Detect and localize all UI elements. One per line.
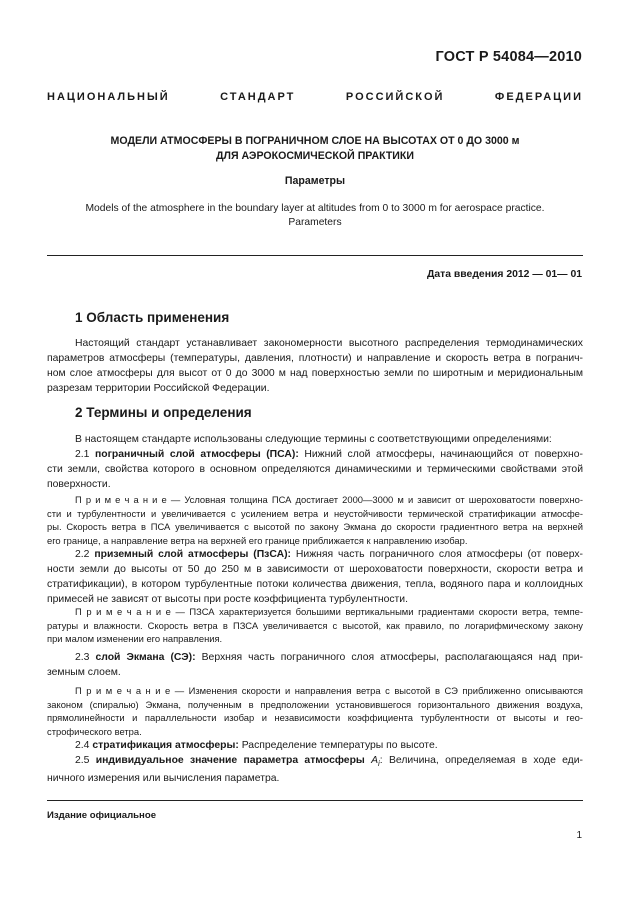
term-line: стратификации), в котором турбулентные потоки количества движения, тепла, водяного пара и коллоидных [47, 579, 583, 590]
term-line [47, 547, 583, 562]
note-line: ры. Скорость ветра в ПСА увеличивается с высотой по закону Экмана до скорости градиентного ветра на верхней [47, 521, 583, 532]
paragraph-line: ном слое атмосферы для высот от 0 до 3000 м над поверхностью земли по широтным и меридиональным [47, 368, 583, 379]
note-label: П р и м е ч а н и е [75, 685, 171, 696]
note-line: строфического ветра. [47, 725, 142, 737]
note-line: прямолинейности и параллельности изобар и независимости коэффициента турбулентности от высоты и гео- [47, 712, 583, 723]
paragraph-line: Настоящий стандарт устанавливает закономерности высотного распределения термодинамических [75, 338, 583, 349]
term-line [47, 650, 583, 665]
note-text: — ПЗСА характеризуется большими вертикальными градиентами скорости ветра, темпе- [170, 606, 583, 617]
document-subtitle: Параметры [284, 175, 346, 187]
term-line: ничного измерения или вычисления параметра. [47, 773, 280, 785]
term-definition: Распределение температуры по высоте. [241, 740, 438, 751]
english-title [40, 202, 590, 230]
term-line [47, 447, 583, 462]
term-2-5 [47, 753, 583, 786]
note-1 [47, 493, 583, 547]
term-definition: Нижняя часть пограничного слоя атмосферы (от поверх- [295, 549, 584, 560]
term-number: 2.1 [75, 449, 90, 460]
paragraph-line: В настоящем стандарте использованы следующие термины с соответствующими определениями: [75, 434, 552, 445]
note-text: — Условная толщина ПСА достигает 2000—3000 м и зависит от шероховатости поверхно- [166, 494, 583, 505]
term-name: индивидуальное значение параметра атмосферы [95, 755, 365, 766]
term-definition: Нижний слой атмосферы, начинающийся от поверхно- [304, 449, 583, 460]
page-number: 1 [576, 830, 582, 841]
term-2-2 [47, 547, 583, 607]
term-line: земным слоем. [47, 667, 121, 678]
title-line-2: ДЛЯ АЭРОКОСМИЧЕСКОЙ ПРАКТИКИ [215, 150, 414, 162]
note-line [47, 493, 583, 507]
english-title-line-1: Models of the atmosphere in the boundary layer at altitudes from 0 to 3000 m for aerospace practice. [85, 203, 545, 214]
term-name: слой Экмана (СЭ): [95, 652, 196, 663]
section-2-intro [47, 432, 583, 447]
note-line [47, 605, 583, 619]
term-line: примесей не зависят от высоты при росте коэффициента турбулентности. [47, 594, 409, 605]
paragraph-line: параметров атмосферы (температуры, давления, плотности) и направление и скорость ветра в погранич- [47, 353, 583, 364]
title-divider [47, 255, 583, 256]
term-line [47, 738, 583, 753]
note-line: сти и турбулентности и увеличивается с усилением ветра и неустойчивости термической стратификации атмосфе- [47, 507, 583, 519]
term-2-4 [47, 738, 583, 753]
term-2-1 [47, 447, 583, 492]
national-standard-heading: НАЦИОНАЛЬНЫЙ СТАНДАРТ РОССИЙСКОЙ ФЕДЕРАЦИИ [47, 91, 583, 103]
parameter-subscript: i [378, 759, 380, 769]
section-1-heading: 1 Область применения [75, 310, 230, 325]
parameter-symbol: A [371, 755, 379, 766]
term-2-3 [47, 650, 583, 680]
note-3 [47, 684, 583, 738]
note-2 [47, 605, 583, 646]
term-name: стратификация атмосферы: [92, 740, 239, 751]
section-2-heading: 2 Термины и определения [75, 405, 252, 420]
english-title-line-2: Parameters [288, 217, 342, 228]
note-line: ратуры и влажности. Скорость ветра в ПЗСА увеличивается с высотой, как правило, по логарифмическому закону [47, 619, 583, 631]
document-title [40, 134, 590, 164]
section-1-paragraph [47, 336, 583, 396]
note-line: при малом изменении его направления. [47, 633, 223, 644]
term-line: ности земли до высоты от 50 до 250 м в зависимости от шероховатости поверхности, скорости ветра и [47, 564, 583, 575]
standard-number: ГОСТ Р 54084—2010 [435, 49, 582, 65]
term-name: приземный слой атмосферы (ПзСА): [94, 549, 291, 560]
note-line: его границе, а направление ветра на верхней его границе приближается к направлению изобар. [47, 534, 468, 546]
note-label: П р и м е ч а н и е [75, 606, 171, 617]
note-text: — Изменения скорости и направления ветра с высотой в СЭ приближенно описываются [170, 685, 583, 696]
term-number: 2.2 [75, 549, 90, 560]
note-line: законом (спиралью) Экмана, полученным в предположении установившегося горизонтального движения воздуха, [47, 698, 583, 710]
term-number: 2.3 [75, 652, 90, 663]
term-definition: Верхняя часть пограничного слоя атмосферы, располагающаяся над при- [201, 652, 583, 663]
term-number: 2.5 [75, 755, 90, 766]
term-name: пограничный слой атмосферы (ПСА): [94, 449, 299, 460]
term-definition: : Величина, определяемая в ходе еди- [379, 755, 584, 766]
note-line [47, 684, 583, 698]
term-line: сти земли, свойства которого в основном определяются динамическими и термическими свойствами этой [47, 464, 583, 475]
term-line: поверхности. [47, 479, 111, 490]
introduction-date: Дата введения 2012 — 01— 01 [426, 269, 582, 280]
paragraph-line: разрезам территории Российской Федерации. [47, 383, 270, 394]
title-line-1: МОДЕЛИ АТМОСФЕРЫ В ПОГРАНИЧНОМ СЛОЕ НА ВЫСОТАХ ОТ 0 ДО 3000 м [110, 135, 520, 147]
note-label: П р и м е ч а н и е [75, 494, 167, 505]
footer-divider [47, 800, 583, 801]
term-line [47, 753, 583, 771]
official-edition-label: Издание официальное [47, 810, 157, 821]
term-number: 2.4 [75, 740, 90, 751]
